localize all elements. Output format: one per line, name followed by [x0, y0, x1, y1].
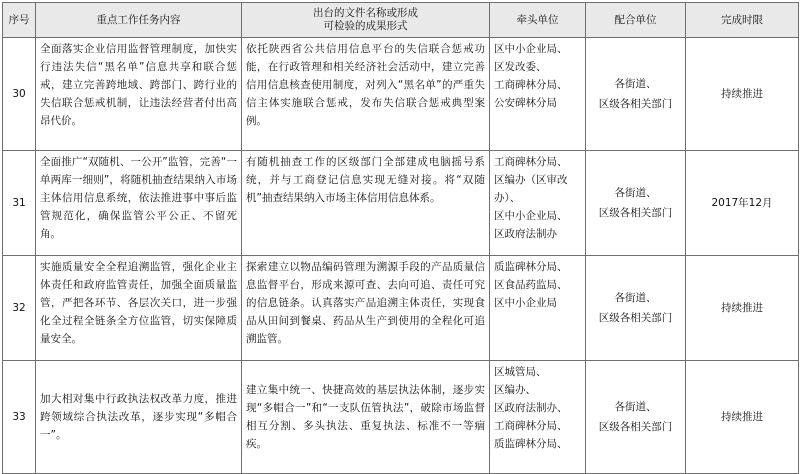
partner-unit: 各街道、 — [614, 78, 657, 90]
lead-unit: 区城管局、 — [494, 366, 547, 378]
partner-unit: 区级各相关部门 — [598, 207, 673, 219]
partner-units — [586, 38, 686, 151]
partner-units — [586, 361, 686, 474]
partner-units — [586, 256, 686, 361]
lead-unit: 工商碑林分局、 — [494, 420, 568, 432]
result-form: 建立集中统一、快捷高效的基层执法体制，逐步实现“多帽合一”和“一支队伍管执法”，破除市场监督相互分割、多头执法、重复执法、标准不一等痼疾。 — [242, 361, 490, 474]
task-table — [2, 2, 799, 474]
table-row — [3, 256, 799, 361]
result-form: 有随机抽查工作的区级部门全部建成电脑摇号系统，并与工商登记信息实现无缝对接。将“双随机”抽查结果纳入市场主体信用信息体系。 — [242, 151, 490, 256]
lead-unit: 区中小企业局 — [494, 297, 557, 309]
header-task: 重点工作任务内容 — [36, 3, 242, 38]
lead-unit: 质监碑林分局、 — [494, 438, 568, 450]
lead-unit: 区中小企业局、 — [494, 43, 568, 55]
header-result — [242, 3, 490, 38]
row-number: 32 — [3, 256, 36, 361]
lead-unit: 区编办（区审改 — [494, 174, 568, 186]
partner-unit: 区级各相关部门 — [598, 421, 673, 433]
header-result-line1: 出台的文件名称或形成 — [313, 7, 418, 19]
lead-units — [490, 151, 586, 256]
lead-unit: 区政府法制办 — [494, 228, 557, 240]
task-content: 实施质量安全全程追溯监管，强化企业主体责任和政府监管责任，加强全面质量监管，严把各环节、各层次关口，进一步强化全过程全链条全方位监管，切实保障质量安全。 — [36, 256, 242, 361]
header-partner: 配合单位 — [586, 3, 686, 38]
partner-units — [586, 151, 686, 256]
partner-unit: 区级各相关部门 — [598, 312, 673, 324]
header-row — [3, 3, 799, 38]
task-content: 全面落实企业信用监督管理制度，加快实行违法失信“黑名单”信息共享和联合惩戒，建立完善跨地域、跨部门、跨行业的失信联合惩戒机制，让违法经营者付出高昂代价。 — [36, 38, 242, 151]
table-row — [3, 38, 799, 151]
lead-units — [490, 256, 586, 361]
deadline: 持续推进 — [686, 361, 799, 474]
lead-units — [490, 361, 586, 474]
lead-unit: 质监碑林分局、 — [494, 261, 568, 273]
lead-units — [490, 38, 586, 151]
header-deadline: 完成时限 — [686, 3, 799, 38]
partner-unit: 区级各相关部门 — [598, 98, 673, 110]
header-result-line2: 可检验的成果形式 — [323, 20, 408, 32]
lead-unit: 区中小企业局、 — [494, 210, 568, 222]
deadline: 2017年12月 — [686, 151, 799, 256]
row-number: 33 — [3, 361, 36, 474]
deadline: 持续推进 — [686, 256, 799, 361]
partner-unit: 各街道、 — [614, 187, 657, 199]
lead-unit: 公安碑林分局 — [494, 97, 557, 109]
lead-unit: 区食品药监局、 — [494, 279, 568, 291]
task-content: 全面推广“双随机、一公开”监管，完善“一单两库一细则”，将随机抽查结果纳入市场主体信用信息系统，依法推进事中事后监管规范化，确保监管公平公正、不留死角。 — [36, 151, 242, 256]
lead-unit: 区编办、 — [494, 384, 536, 396]
table-row — [3, 361, 799, 474]
partner-unit: 各街道、 — [614, 401, 657, 413]
lead-unit: 办）、 — [494, 192, 521, 204]
lead-unit: 工商碑林分局、 — [494, 79, 568, 91]
result-form: 探索建立以物品编码管理为溯源手段的产品质量信息监督平台，形成来源可查、去向可追、责任可究的信息链条。认真落实产品追溯主体责任，实现食品从田间到餐桌、药品从生产到使用的全程化可追溯监管。 — [242, 256, 490, 361]
header-lead: 牵头单位 — [490, 3, 586, 38]
lead-unit: 区政府法制办、 — [494, 402, 568, 414]
deadline: 持续推进 — [686, 38, 799, 151]
partner-unit: 各街道、 — [614, 292, 657, 304]
lead-unit: 工商碑林分局、 — [494, 156, 568, 168]
row-number: 30 — [3, 38, 36, 151]
result-form: 依托陕西省公共信用信息平台的失信联合惩戒功能，在行政管理和相关经济社会活动中，建立完善信用信息核查使用制度，对列入“黑名单”的严重失信主体实施联合惩戒，发布失信联合惩戒典型案例。 — [242, 38, 490, 151]
header-no: 序号 — [3, 3, 36, 38]
table-row — [3, 151, 799, 256]
task-content: 加大相对集中行政执法权改革力度，推进跨领域综合执法改革，逐步实现“多帽合一”。 — [36, 361, 242, 474]
row-number: 31 — [3, 151, 36, 256]
lead-unit: 区发改委、 — [494, 61, 547, 73]
